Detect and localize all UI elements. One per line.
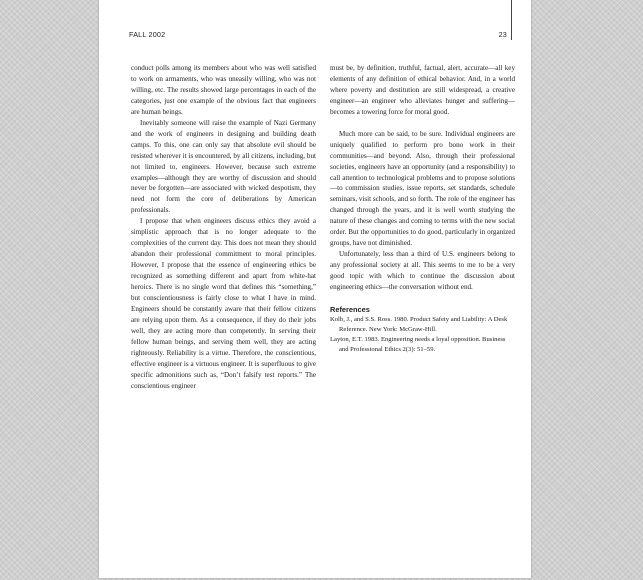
paragraph: I propose that when engineers discuss ethics they avoid a simplistic approach that is no longer adequate to the complexities of the current day. This does not mean they should abandon their professional commitment to moral principles. However, I propose that the essence of engineering ethics be recognized as something different and apart from white-hat heroics. There is no single word that defines this “something,” but conscientiousness is fairly close to what I have in mind. Engineers should be constantly aware that their fellow citizens are relying upon them. As a consequence, if they do their jobs well, they are acting more than competently. In serving their fellow human beings, and serving them well, they are acting righteously. Reliability is a virtue. Therefore, the conscientious, effective engineer is a virtuous engineer. It is superfluous to give specific admonitions such as, “Don’t falsify test reports.” The conscientious engineer [131, 217, 316, 390]
corner-rule [511, 0, 512, 40]
paragraph: must be, by definition, truthful, factual, alert, accurate—all key elements of any definition of ethical behavior. And, in a world where poverty and destitution are still widespread, a creative engineer—an engineer who alleviates hunger and suffering—becomes a towering force for moral good. [330, 64, 515, 116]
paragraph: Unfortunately, less than a third of U.S. engineers belong to any professional society at all. This seems to me to be a very good topic with which to continue the discussion about engineering ethics—the conversation without end. [330, 250, 515, 292]
paragraph: Inevitably someone will raise the example of Nazi Germany and the work of engineers in designing and building death camps. To this, one can only say that absolute evil should be resisted wherever it is encountered, by all citizens, including, but not limited to, engineers. However, because such extreme examples—although they are worthy of discussion and should never be forgotten—are associated with wicked despotism, they need not form the core of deliberations by American professionals. [131, 118, 316, 215]
paragraph: Much more can be said, to be sure. Individual engineers are uniquely qualified to perform pro bono work in their communities—and beyond. Also, through their professional societies, engineers have an opportunity (and a responsibility) to call attention to technological problems and to propose solutions—to commission studies, issue reports, set standards, schedule seminars, visit schools, and so forth. The role of the engineer has changed through the years, and it is well worth studying the nature of these changes and coming to terms with the new social order. But the opportunities to do good, particularly in organized groups, have not diminished. [330, 129, 515, 248]
document-page [99, 0, 531, 578]
reference-item: Kolb, J., and S.S. Ross. 1980. Product Safety and Liability: A Desk Reference. New York: McGraw-Hill. [330, 316, 508, 333]
paragraph: conduct polls among its members about who was well satisfied to work on armaments, who was uneasily willing, who was not willing, etc. The results showed large percentages in each of the categories, just one example of the obvious fact that engineers are human beings. [131, 64, 316, 116]
right-column [330, 63, 515, 355]
references-heading: References [330, 305, 370, 314]
left-column [131, 63, 316, 392]
page-number: 23 [498, 30, 507, 39]
reference-item: Layton, E.T. 1983. Engineering needs a loyal opposition. Business and Professional Ethics 2(3): 51–59. [330, 336, 506, 353]
issue-label: FALL 2002 [129, 30, 166, 39]
